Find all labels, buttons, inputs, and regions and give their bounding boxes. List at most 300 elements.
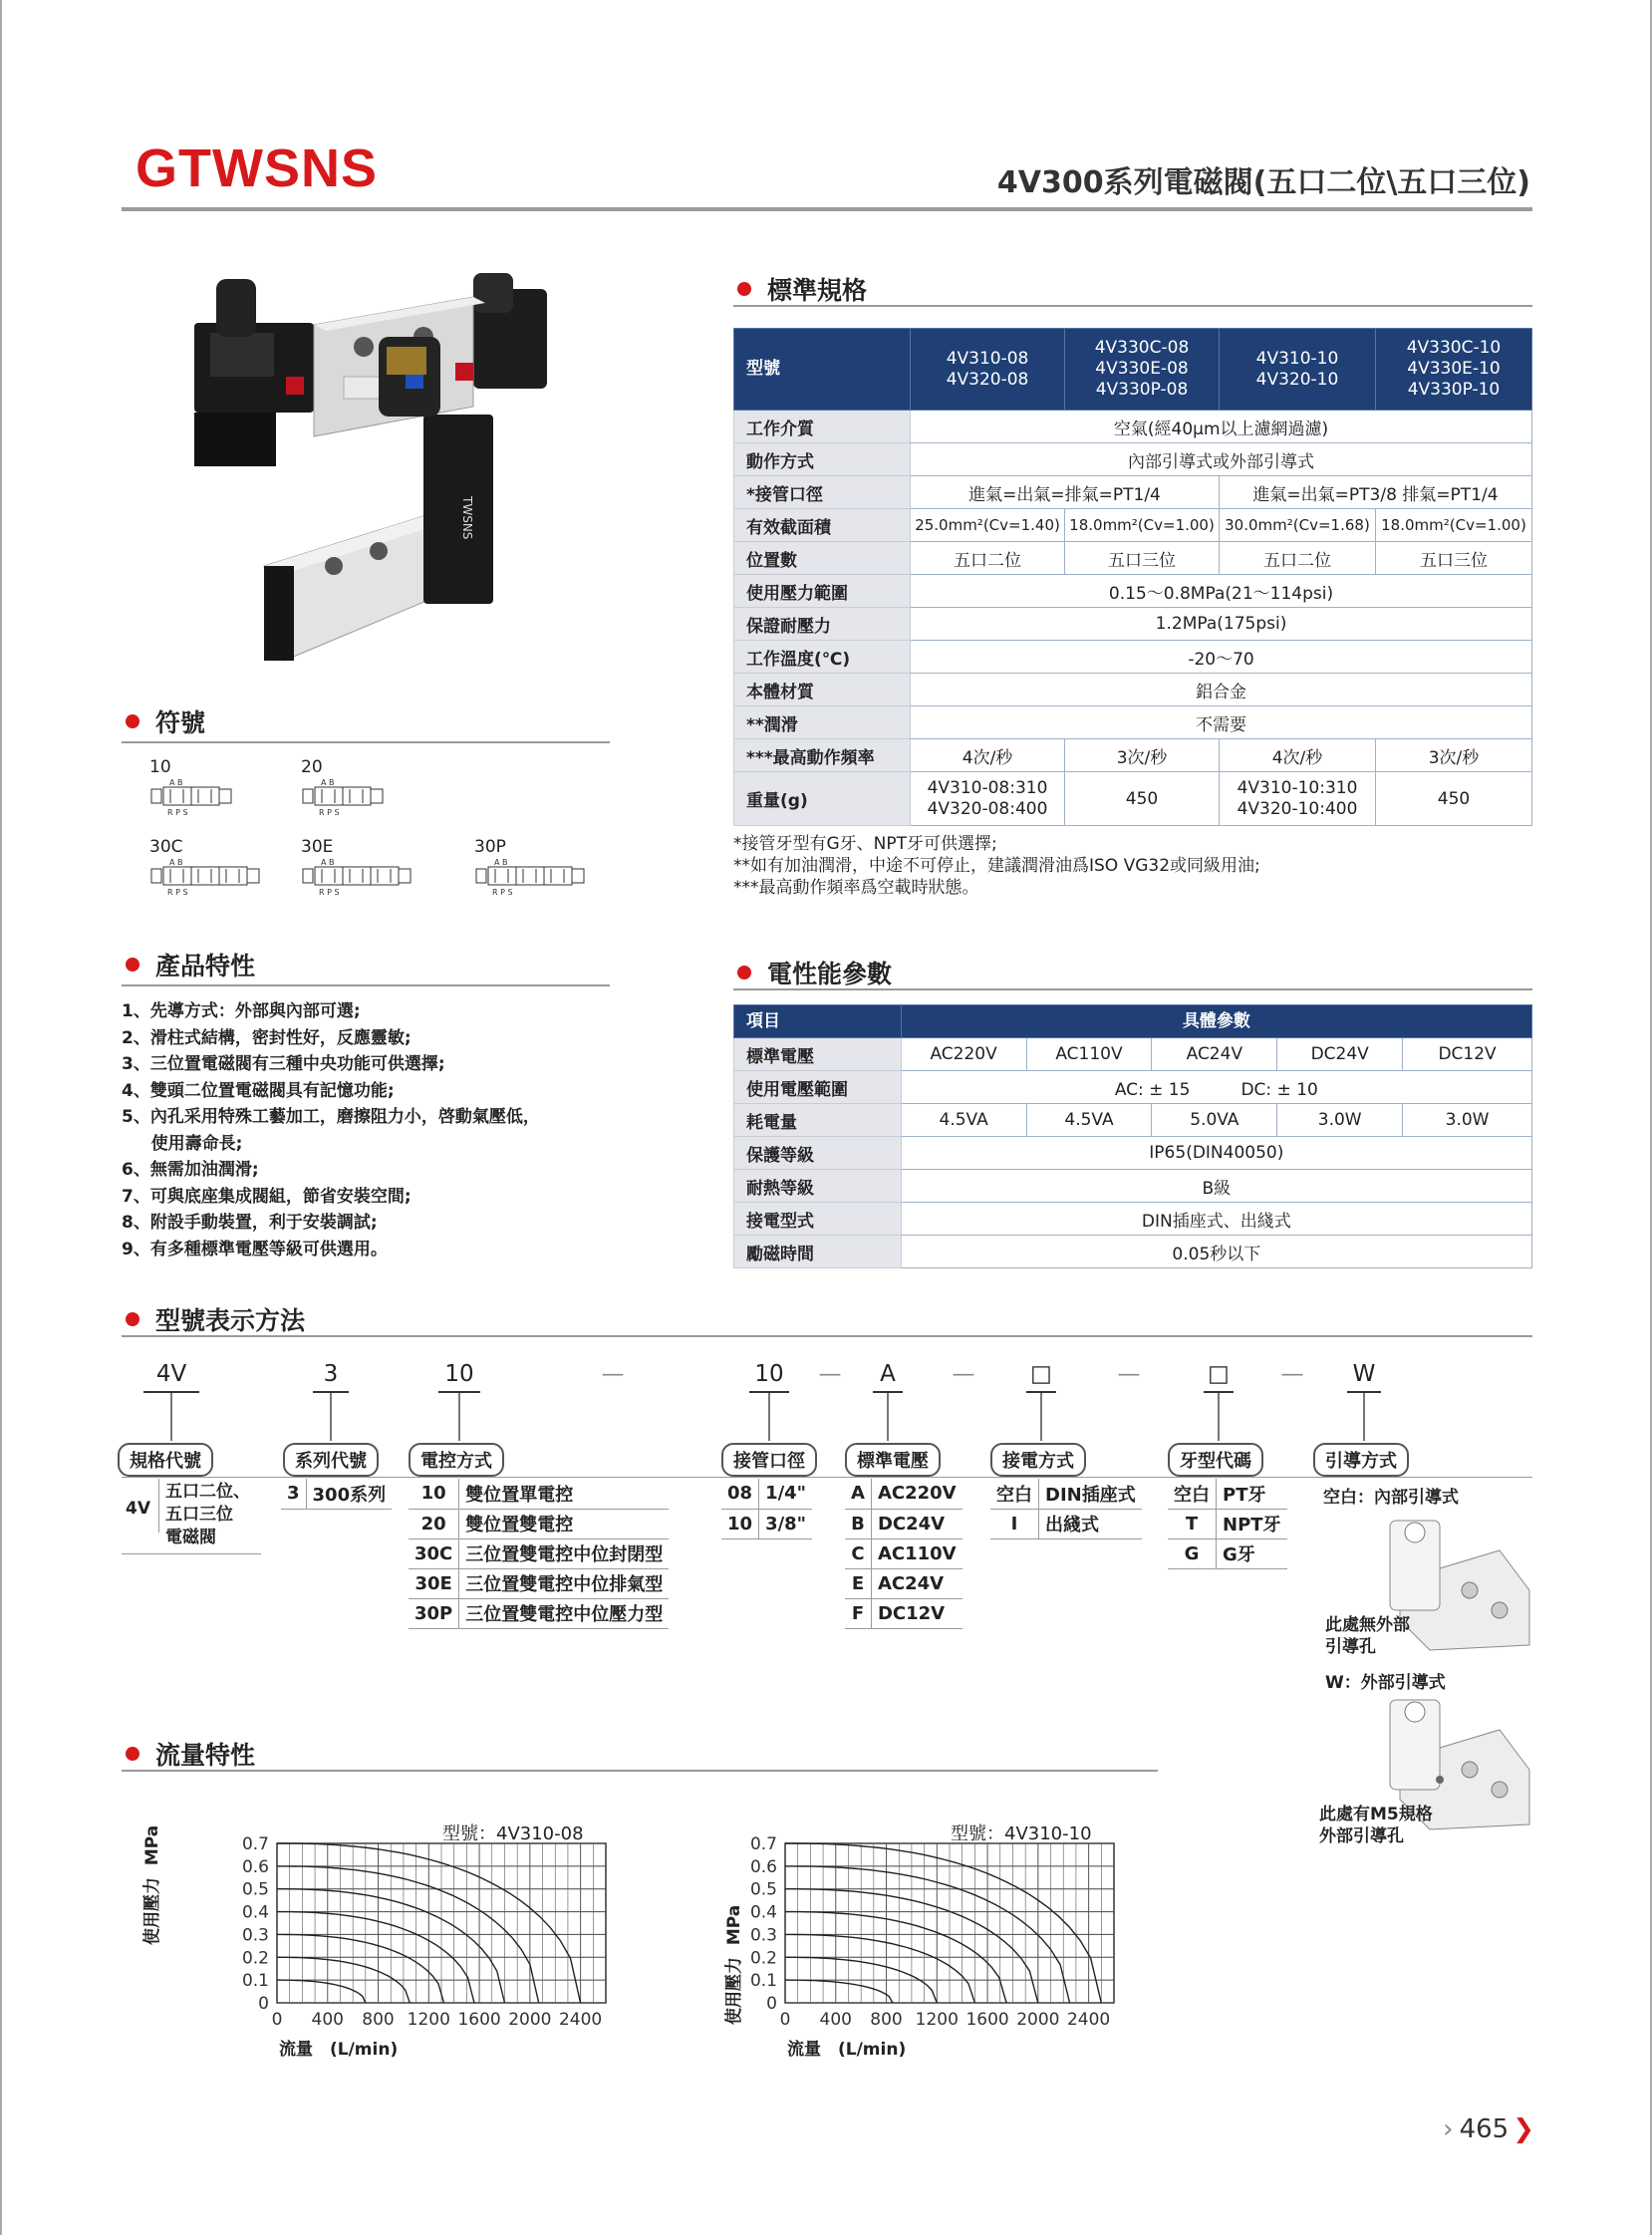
group-desc: 五口二位、 五口三位 電磁閥 (165, 1482, 250, 1547)
list-item (845, 1509, 963, 1538)
feature-item: 6、無需加油潤滑; (122, 1160, 259, 1180)
group-label-wiring: 接電方式 (990, 1443, 1086, 1477)
y-tick-label: 0.4 (749, 1902, 777, 1923)
section-title-text: 標準規格 (767, 276, 868, 305)
table-wiring (990, 1479, 1142, 1539)
section-title-text: 電性能參數 (767, 960, 893, 988)
row-label: 有效截面積 (734, 509, 911, 542)
cell: 不需要 (911, 706, 1532, 739)
table-row (734, 641, 1532, 674)
section-rule (733, 305, 1532, 307)
header-cell: 具體參數 (901, 1005, 1531, 1038)
svg-text:R P S: R P S (319, 808, 340, 817)
x-tick-label: 0 (271, 2010, 283, 2030)
y-tick-label: 0.7 (749, 1834, 777, 1854)
table-row (734, 542, 1532, 575)
row-label: 動作方式 (734, 443, 911, 476)
valve-symbol-icon (149, 857, 283, 903)
table-row (734, 476, 1532, 509)
row-label: 保證耐壓力 (734, 608, 911, 641)
dc-range: DC: ± 10 (1240, 1079, 1318, 1100)
header-cell: 4V330C-08 4V330E-08 4V330P-08 (1065, 329, 1220, 411)
bullet-icon (126, 1747, 139, 1761)
note-line: **如有加油潤滑，中途不可停止，建議潤滑油爲ISO VG32或同級用油; (733, 856, 1260, 876)
option-desc: G牙 (1217, 1538, 1287, 1568)
group-label-thread: 牙型代碼 (1168, 1443, 1263, 1477)
list-item (990, 1509, 1142, 1538)
cell: 30.0mm²(Cv=1.68) (1220, 509, 1376, 542)
row-label: 重量(g) (734, 772, 911, 826)
list-item (409, 1568, 669, 1598)
option-desc: PT牙 (1217, 1479, 1287, 1509)
option-code: 10 (721, 1509, 759, 1538)
option-code: 空白 (990, 1479, 1039, 1509)
option-code: 08 (721, 1479, 759, 1509)
spec-notes (733, 833, 1260, 899)
row-label: 本體材質 (734, 674, 911, 706)
pilot-w-text: W：外部引導式 (1325, 1673, 1446, 1693)
cell: 1.2MPa(175psi) (911, 608, 1532, 641)
bullet-icon (737, 282, 751, 296)
table-row (734, 1137, 1532, 1170)
svg-text:A B: A B (169, 858, 183, 867)
group-key: 4V (126, 1479, 159, 1533)
pilot-blank-text: 空白：內部引導式 (1323, 1488, 1459, 1508)
option-desc: 三位置雙電控中位封閉型 (459, 1538, 670, 1568)
product-photo (174, 267, 648, 686)
group-label-spec-code: 規格代號 (118, 1443, 213, 1477)
option-desc: 雙位置單電控 (459, 1479, 670, 1509)
valve-symbol-icon (474, 857, 608, 903)
page-number-text: 465 (1459, 2114, 1510, 2144)
option-code: B (845, 1509, 871, 1538)
code-dash: — (952, 1361, 975, 1387)
connector (170, 1393, 172, 1441)
svg-text:A B: A B (321, 778, 335, 787)
table-header-row (734, 329, 1532, 411)
connector (1363, 1393, 1365, 1441)
option-code: E (845, 1568, 871, 1598)
section-rule (122, 1770, 1158, 1772)
cell: DIN插座式、出綫式 (901, 1203, 1531, 1236)
connector (1040, 1393, 1042, 1441)
cell: 4.5VA (901, 1104, 1026, 1137)
svg-text:A B: A B (169, 778, 183, 787)
row-label: 使用壓力範圍 (734, 575, 911, 608)
pill-baseline (122, 1477, 1532, 1478)
spec-table (733, 328, 1532, 826)
table-row (734, 411, 1532, 443)
header-cell: 4V310-08 4V320-08 (911, 329, 1065, 411)
cell: 4次/秒 (1220, 739, 1376, 772)
valve-symbol-icon (149, 777, 241, 823)
option-desc: AC24V (871, 1568, 962, 1598)
code-dash: — (1280, 1361, 1304, 1387)
table-row (734, 443, 1532, 476)
option-code: 30C (409, 1538, 459, 1568)
y-tick-label: 0.5 (749, 1879, 777, 1900)
chart-xlabel: 流量 (L/min) (787, 2040, 907, 2060)
row-label: 工作溫度(℃) (734, 641, 911, 674)
option-code: 30P (409, 1598, 459, 1628)
cell: 450 (1375, 772, 1531, 826)
code-part-8: W (1352, 1361, 1376, 1387)
chart-xlabel: 流量 (L/min) (279, 2040, 399, 2060)
table-row (734, 1038, 1532, 1071)
y-tick-label: 0.2 (241, 1948, 269, 1969)
list-item (990, 1479, 1142, 1509)
chart-model-label: 型號：4V310-08 (442, 1823, 584, 1844)
x-tick-label: 1600 (965, 2010, 1009, 2030)
option-desc: DC24V (871, 1509, 962, 1538)
row-label: 保護等級 (734, 1137, 902, 1170)
cell: DC12V (1403, 1038, 1532, 1071)
row-label: 耐熱等級 (734, 1170, 902, 1203)
y-tick-label: 0.3 (749, 1925, 777, 1946)
header-cell: 4V330C-10 4V330E-10 4V330P-10 (1375, 329, 1531, 411)
row-label: 耗電量 (734, 1104, 902, 1137)
table-row (734, 739, 1532, 772)
table-row (734, 1203, 1532, 1236)
symbol-label: 10 (149, 757, 171, 777)
page-title: 4V300系列電磁閥(五口二位\五口三位) (996, 165, 1530, 200)
pilot-internal-note: 此處無外部 引導孔 (1325, 1615, 1410, 1657)
group-label-voltage: 標準電壓 (845, 1443, 941, 1477)
chevron-right-icon: › (1443, 2114, 1454, 2144)
svg-text:R P S: R P S (492, 888, 513, 897)
symbol-item (149, 757, 241, 827)
cell: 3次/秒 (1375, 739, 1531, 772)
option-code: I (990, 1509, 1039, 1538)
option-code: 20 (409, 1509, 459, 1538)
x-tick-label: 1200 (915, 2010, 959, 2030)
flow-chart-08 (199, 1833, 628, 2063)
symbol-label: 30C (149, 837, 183, 857)
note-line: *接管牙型有G牙、NPT牙可供選擇; (733, 834, 997, 854)
cell: 五口三位 (1375, 542, 1531, 575)
option-desc: 雙位置雙電控 (459, 1509, 670, 1538)
option-code: T (1168, 1509, 1217, 1538)
cell: AC24V (1152, 1038, 1277, 1071)
rows-g4 (721, 1479, 812, 1538)
cell: 450 (1065, 772, 1220, 826)
symbol-label: 30P (474, 837, 506, 857)
cell: 18.0mm²(Cv=1.00) (1065, 509, 1220, 542)
list-item (1168, 1479, 1287, 1509)
bullet-icon (126, 714, 139, 728)
code-part-5: A (880, 1361, 896, 1387)
connector (458, 1393, 460, 1441)
bullet-icon (126, 958, 139, 972)
x-tick-label: 2000 (1016, 2010, 1060, 2030)
series-line (785, 1980, 893, 2003)
feature-item: 7、可與底座集成閥組，節省安裝空間; (122, 1186, 412, 1207)
cell: 3.0W (1403, 1104, 1532, 1137)
table-row (734, 772, 1532, 826)
feature-item: 5、內孔采用特殊工藝加工，磨擦阻力小，啓動氣壓低， (122, 1107, 540, 1127)
y-tick-label: 0 (258, 1994, 269, 2014)
section-rule (122, 741, 610, 743)
connector (887, 1393, 889, 1441)
double-solenoid-valve-image (194, 273, 547, 466)
symbol-item (301, 837, 434, 907)
table-series (281, 1479, 392, 1510)
section-rule (733, 988, 1532, 990)
bullet-icon (737, 966, 751, 979)
list-item (409, 1598, 669, 1628)
list-item (845, 1598, 963, 1628)
cell: 4V310-08:310 4V320-08:400 (911, 772, 1065, 826)
option-desc: AC110V (871, 1538, 962, 1568)
section-features-title (126, 947, 255, 982)
symbol-label: 30E (301, 837, 334, 857)
symbol-item (301, 757, 393, 827)
cell: AC110V (1026, 1038, 1152, 1071)
chart-ylabel: 使用壓力 MPa (724, 1904, 744, 2025)
cell: AC220V (901, 1038, 1026, 1071)
cell: 進氣=出氣=PT3/8 排氣=PT1/4 (1220, 476, 1532, 509)
header-cell: 項目 (734, 1005, 902, 1038)
group-label-series-code: 系列代號 (283, 1443, 379, 1477)
y-tick-label: 0 (766, 1994, 777, 2014)
cell: 五口二位 (1220, 542, 1376, 575)
svg-text:R P S: R P S (167, 808, 188, 817)
option-code: 10 (409, 1479, 459, 1509)
code-part-3: 10 (444, 1361, 474, 1387)
row-label: 勵磁時間 (734, 1236, 902, 1268)
table-port (721, 1479, 812, 1539)
option-desc: 出綫式 (1039, 1509, 1142, 1538)
section-title-text: 產品特性 (155, 952, 256, 980)
table-row (734, 509, 1532, 542)
cell: 5.0VA (1152, 1104, 1277, 1137)
option-desc: DIN插座式 (1039, 1479, 1142, 1509)
group-label-port: 接管口徑 (721, 1443, 817, 1477)
code-part-4: 10 (754, 1361, 784, 1387)
y-tick-label: 0.1 (749, 1971, 777, 1992)
symbol-label: 20 (301, 757, 323, 777)
cell: -20～70 (911, 641, 1532, 674)
feature-item: 8、附設手動裝置，利于安裝調試; (122, 1213, 378, 1233)
cell: 五口二位 (911, 542, 1065, 575)
code-dash: — (601, 1361, 625, 1387)
x-tick-label: 1200 (407, 2010, 450, 2030)
cell: 18.0mm²(Cv=1.00) (1375, 509, 1531, 542)
x-tick-label: 800 (870, 2010, 903, 2030)
svg-text:R P S: R P S (167, 888, 188, 897)
page-number (1443, 2114, 1534, 2144)
row-label: 工作介質 (734, 411, 911, 443)
header-cell: 4V310-10 4V320-10 (1220, 329, 1376, 411)
note-line: ***最高動作頻率爲空載時狀態。 (733, 878, 979, 898)
list-item (409, 1538, 669, 1568)
section-title-text: 流量特性 (155, 1741, 256, 1770)
list-item (409, 1509, 669, 1538)
table-row (734, 706, 1532, 739)
header-rule (122, 207, 1532, 211)
cell: 3次/秒 (1065, 739, 1220, 772)
y-tick-label: 0.6 (241, 1856, 269, 1877)
list-item (845, 1568, 963, 1598)
code-part-2: 3 (323, 1361, 339, 1387)
y-tick-label: 0.3 (241, 1925, 269, 1946)
option-desc: 1/4" (759, 1479, 813, 1509)
x-tick-label: 400 (311, 2010, 344, 2030)
list-item (409, 1479, 669, 1509)
row-label: *接管口徑 (734, 476, 911, 509)
feature-item: 3、三位置電磁閥有三種中央功能可供選擇; (122, 1054, 445, 1074)
list-item (1168, 1538, 1287, 1568)
section-title-text: 型號表示方法 (155, 1306, 306, 1335)
chevron-right-icon: ❯ (1513, 2114, 1534, 2144)
list-item (845, 1538, 963, 1568)
y-tick-label: 0.4 (241, 1902, 269, 1923)
group-label-control: 電控方式 (409, 1443, 504, 1477)
connector (1218, 1393, 1220, 1441)
row-label: 標準電壓 (734, 1038, 902, 1071)
row-label: ***最高動作頻率 (734, 739, 911, 772)
cell: IP65(DIN40050) (901, 1137, 1531, 1170)
rows-g3 (409, 1479, 669, 1628)
chart-model-label: 型號：4V310-10 (951, 1823, 1092, 1844)
table-row (734, 575, 1532, 608)
option-desc: NPT牙 (1217, 1509, 1287, 1538)
option-desc: AC220V (871, 1479, 962, 1509)
list-item (721, 1479, 812, 1509)
section-rule (122, 1335, 1532, 1337)
cell: 0.05秒以下 (901, 1236, 1531, 1268)
section-elec-title (737, 955, 892, 990)
y-tick-label: 0.5 (241, 1879, 269, 1900)
section-rule (122, 984, 610, 986)
table-row (734, 674, 1532, 706)
table-row (734, 1236, 1532, 1268)
cell: 3.0W (1277, 1104, 1403, 1137)
code-part-1: 4V (155, 1361, 187, 1387)
row-label: 使用電壓範圍 (734, 1071, 902, 1104)
table-row (734, 1071, 1532, 1104)
row-label: 接電型式 (734, 1203, 902, 1236)
option-desc: DC12V (871, 1598, 962, 1628)
svg-text:TWSNS: TWSNS (460, 496, 474, 540)
ac-range: AC: ± 15 (1114, 1079, 1191, 1100)
cell: 25.0mm²(Cv=1.40) (911, 509, 1065, 542)
code-part-7: □ (1208, 1361, 1230, 1387)
x-tick-label: 2400 (1066, 2010, 1111, 2030)
x-tick-label: 0 (779, 2010, 791, 2030)
code-part-6: □ (1030, 1361, 1052, 1387)
x-tick-label: 2000 (508, 2010, 552, 2030)
section-model-title (126, 1301, 305, 1337)
feature-item: 4、雙頭二位置電磁閥具有記憶功能; (122, 1080, 395, 1101)
electrical-table (733, 1004, 1532, 1268)
list-item (1168, 1509, 1287, 1538)
cell: DC24V (1277, 1038, 1403, 1071)
symbol-item (149, 837, 283, 907)
bullet-icon (126, 1312, 139, 1326)
chart-ylabel: 使用壓力 MPa (142, 1824, 162, 1945)
x-tick-label: 400 (819, 2010, 852, 2030)
cell: 0.15～0.8MPa(21～114psi) (911, 575, 1532, 608)
y-tick-label: 0.2 (749, 1948, 777, 1969)
brand-logo: GTWSNS (136, 139, 378, 198)
cell: 五口三位 (1065, 542, 1220, 575)
option-code: 3 (281, 1479, 306, 1509)
code-dash: — (818, 1361, 842, 1387)
feature-item: 2、滑柱式結構，密封性好，反應靈敏; (122, 1027, 412, 1048)
table-header-row (734, 1005, 1532, 1038)
cell: 進氣=出氣=排氣=PT1/4 (911, 476, 1220, 509)
svg-text:R P S: R P S (319, 888, 340, 897)
group-spec-code (122, 1479, 261, 1554)
rows-g5 (845, 1479, 963, 1628)
symbol-item (474, 837, 608, 907)
svg-text:A B: A B (494, 858, 508, 867)
connector (768, 1393, 770, 1441)
cell: 4V310-10:310 4V320-10:400 (1220, 772, 1376, 826)
x-tick-label: 2400 (558, 2010, 603, 2030)
series-line (277, 1980, 366, 2003)
cell: 4次/秒 (911, 739, 1065, 772)
header-cell: 型號 (734, 329, 911, 411)
table-row (734, 608, 1532, 641)
x-tick-label: 800 (362, 2010, 395, 2030)
cell: 鋁合金 (911, 674, 1532, 706)
section-symbol-title (126, 703, 205, 739)
y-tick-label: 0.7 (241, 1834, 269, 1854)
svg-text:A B: A B (321, 858, 335, 867)
list-item (281, 1479, 392, 1509)
valve-symbol-icon (301, 777, 393, 823)
option-code: 30E (409, 1568, 459, 1598)
section-spec-title (737, 271, 867, 307)
option-code: C (845, 1538, 871, 1568)
table-row (734, 1104, 1532, 1137)
table-row (734, 1170, 1532, 1203)
series-line (785, 1934, 974, 2003)
option-code: A (845, 1479, 871, 1509)
table-control (409, 1479, 669, 1629)
cell: 空氣(經40μm以上濾網過濾) (911, 411, 1532, 443)
group-label-pilot: 引導方式 (1313, 1443, 1409, 1477)
cell: B級 (901, 1170, 1531, 1203)
option-desc: 300系列 (306, 1479, 392, 1509)
section-title-text: 符號 (155, 708, 206, 737)
option-code: F (845, 1598, 871, 1628)
feature-item: 使用壽命長; (122, 1133, 243, 1154)
cell: 內部引導式或外部引導式 (911, 443, 1532, 476)
rows-g2 (281, 1479, 392, 1509)
rows-g7 (1168, 1479, 1287, 1568)
list-item (845, 1479, 963, 1509)
y-tick-label: 0.6 (749, 1856, 777, 1877)
connector (330, 1393, 332, 1441)
cell (901, 1071, 1531, 1104)
row-label: 位置數 (734, 542, 911, 575)
table-thread (1168, 1479, 1287, 1569)
code-dash: — (1117, 1361, 1141, 1387)
cell: 4.5VA (1026, 1104, 1152, 1137)
flow-chart-10 (707, 1833, 1136, 2063)
list-item (721, 1509, 812, 1538)
option-code: 空白 (1168, 1479, 1217, 1509)
option-code: G (1168, 1538, 1217, 1568)
valve-symbol-icon (301, 857, 434, 903)
table-voltage (845, 1479, 963, 1629)
feature-item: 9、有多種標準電壓等級可供選用。 (122, 1239, 388, 1259)
option-desc: 三位置雙電控中位壓力型 (459, 1598, 670, 1628)
option-desc: 三位置雙電控中位排氣型 (459, 1568, 670, 1598)
